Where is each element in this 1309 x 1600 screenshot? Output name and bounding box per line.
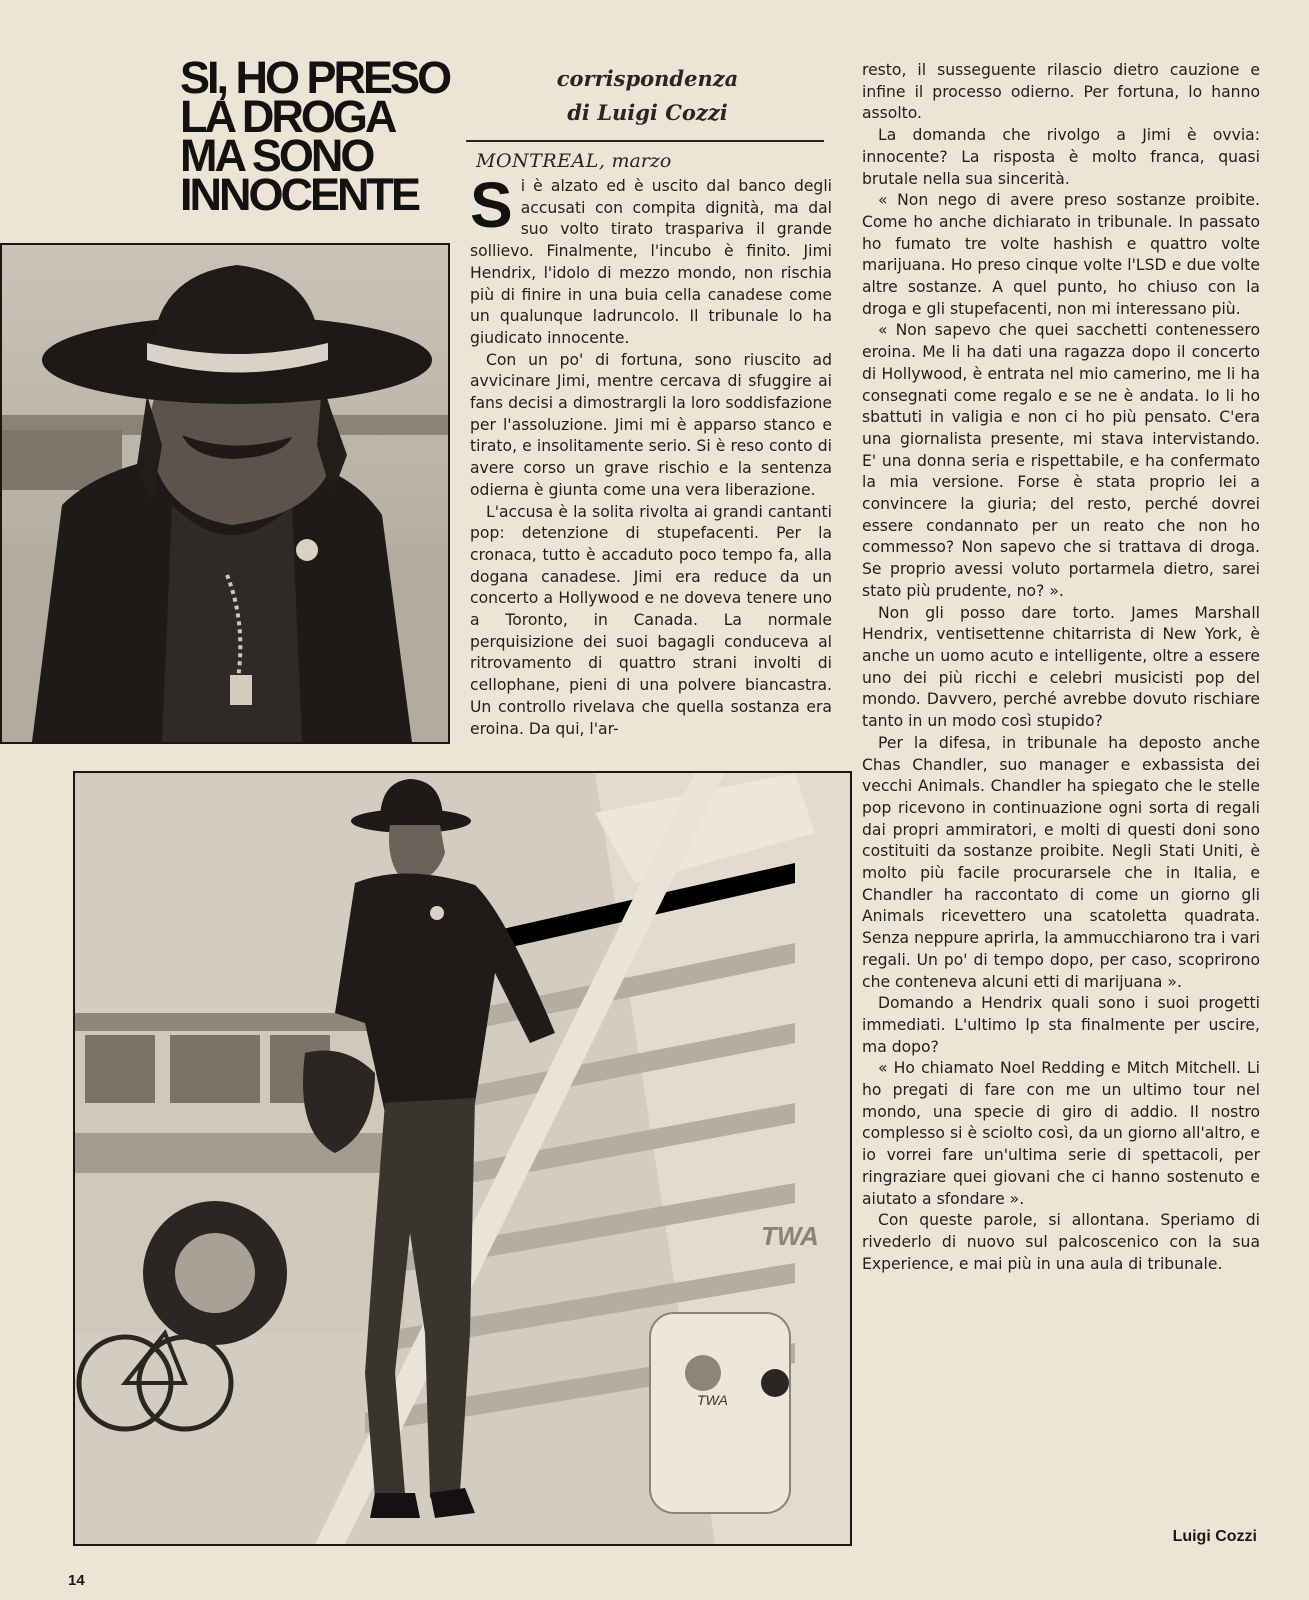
byline-divider [466, 140, 824, 142]
photo-airport-stairs-image [75, 773, 850, 1544]
headline-line-4: INNOCENTE [180, 169, 419, 220]
headline-line-2: LA DROGA [180, 91, 395, 142]
dateline [476, 150, 836, 172]
article-paragraph: « Non sapevo che quei sacchetti contenessero eroina. Me li ha dati una ragazza dopo il concerto di Hollywood, è entrata nel mio camerino, me li ha consegnati come regalo e se ne è andata. Io li ho sbattuti in valigia e non ci ho più pensato. C'era una giornalista presente, mi stava intervistando. E' una donna seria e rispettabile, e ha confermato la mia versione. Forse è stata proprio lei a convincere la giuria; del resto, perché dovrei essere condannato per un reato che non ho commesso? Non sapevo che si trattava di droga. Se proprio avessi voluto portarmela dietro, sarei stato più prudente, no? ». [862, 321, 1260, 600]
article-paragraph: Con un po' di fortuna, sono riuscito ad avvicinare Jimi, mentre cercava di sfuggire ai fans decisi a dimostrargli la loro soddisfazione per l'assoluzione. Jimi mi è apparso stanco e tirato, e insolitamente serio. Si è reso conto di avere corso un grave rischio e la sentenza odierna è giunta come una vera liberazione. [470, 350, 832, 499]
article-paragraph: « Non nego di avere preso sostanze proibite. Come ho anche dichiarato in tribunale. In passato ho fumato tre volte hashish e quattro volte marijuana. Ho preso cinque volte l'LSD e due volte altre sostanze. A quel punto, ho chiuso con la droga e gli stupefacenti, non mi interessano più. [862, 191, 1260, 318]
photo-portrait-image [2, 245, 448, 742]
twa-logo-large: TWA [761, 1221, 819, 1251]
byline-line-2: di Luigi Cozzi [567, 100, 728, 125]
article-column-right [862, 60, 1260, 1525]
article-paragraph: Si è alzato ed è uscito dal banco degli accusati con compita dignità, ma dal suo volto tirato traspariva il grande sollievo. Finalmente, l'incubo è finito. Jimi Hendrix, l'idolo di mezzo mondo, non rischia più di finire in una buia cella canadese come un qualunque ladruncolo. Il tribunale lo ha giudicato innocente. [470, 176, 832, 347]
article-paragraph: Non gli posso dare torto. James Marshall Hendrix, ventisettenne chitarrista di New York, è anche un uomo acuto e intelligente, oltre a essere uno dei più ricchi e celebri musicisti pop del mondo. Davvero, perché avrebbe dovuto rischiare tanto in un modo così stupido? [862, 603, 1260, 731]
article-paragraph: Domando a Hendrix quali sono i suoi progetti immediati. L'ultimo lp sta finalmente per uscire, ma dopo? [862, 994, 1260, 1056]
dateline-city: MONTREAL, [476, 150, 606, 172]
dateline-month: marzo [611, 150, 672, 172]
photo-airport-stairs [73, 771, 852, 1546]
article-paragraph: resto, il susseguente rilascio dietro cauzione e infine il processo odierno. Per fortuna, lo hanno assolto. [862, 61, 1260, 123]
article-paragraph: Per la difesa, in tribunale ha deposto anche Chas Chandler, suo manager e exbassista dei vecchi Animals. Chandler ha spiegato che le stelle pop ricevono in continuazione ogni sorta di regali dai propri ammiratori, e molti di questi doni sono costituiti da sostanze proibite. Negli Stati Uniti, è molto più facile procurarsele che in Italia, e Chandler ha raccontato di come un giorno gli Animals ricevettero una scatoletta quadrata. Senza neppure aprirla, la ammucchiarono tra i vari regali. Un po' di tempo dopo, per caso, scoprirono che conteneva alcuni etti di marijuana ». [862, 733, 1260, 991]
byline-line-1: corrispondenza [556, 66, 739, 91]
article-paragraph: Con queste parole, si allontana. Speriamo di rivederlo di nuovo sul palcoscenico con la sua Experience, e mai più in una aula di tribunale. [862, 1211, 1260, 1273]
headline [180, 52, 450, 220]
twa-logo-small: TWA [697, 1392, 728, 1408]
headline-line-3: MA SONO [180, 130, 373, 181]
article-paragraph: L'accusa è la solita rivolta ai grandi cantanti pop: detenzione di stupefacenti. Per la cronaca, tutto è accaduto poco tempo fa, alla dogana canadese. Jimi era reduce da un concerto a Hollywood e ne doveva tenere uno a Toronto, in Canada. La normale perquisizione dei suoi bagagli conduceva al ritrovamento di quattro strani involti di cellophane, pieni di una polvere biancastra. Un controllo rivelava che quella sostanza era eroina. Da qui, l'ar- [470, 502, 832, 738]
drop-cap: S [470, 176, 513, 241]
headline-line-1: SI, HO PRESO [180, 52, 450, 103]
article-paragraph: La domanda che rivolgo a Jimi è ovvia: innocente? La risposta è molto franca, quasi brutale nella sua sincerità. [862, 126, 1260, 188]
page-number: 14 [68, 1572, 85, 1589]
author-signature: Luigi Cozzi [1172, 1528, 1257, 1545]
photo-portrait [0, 243, 450, 744]
article-paragraph: « Ho chiamato Noel Redding e Mitch Mitchell. Li ho pregati di fare con me un ultimo tour nel mondo, una specie di giro di addio. Il nostro complesso si è sciolto così, da un giorno all'altro, e io vorrei fare un'ultima serie di spettacoli, per ringraziare quei giovani che ci hanno sostenuto e aiutato a sfondare ». [862, 1059, 1260, 1208]
article-column-middle [470, 176, 832, 742]
byline [470, 62, 825, 130]
